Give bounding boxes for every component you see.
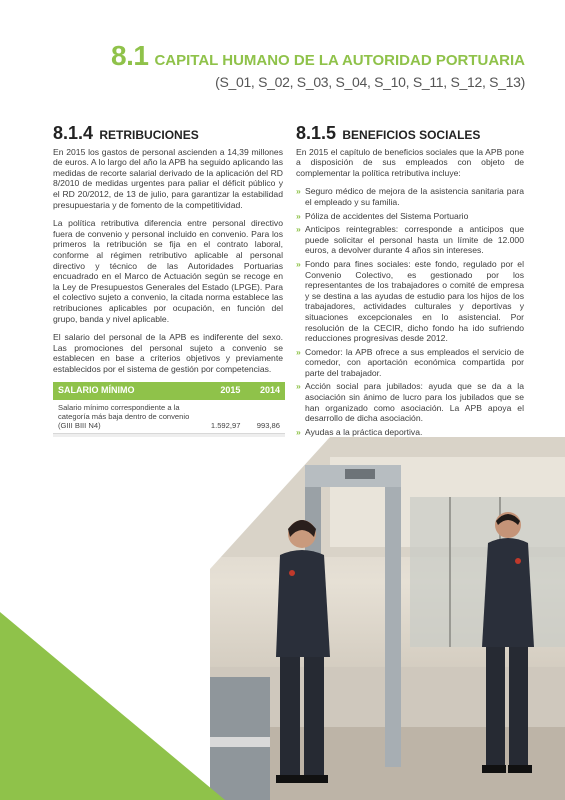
retribuciones-heading [53,123,283,143]
list-item [296,427,524,438]
table-header-row [53,382,285,399]
section-title: BENEFICIOS SOCIALES [342,128,481,142]
section-title: RETRIBUCIONES [99,128,199,142]
bullet-icon: » [296,210,301,221]
list-item [296,186,524,207]
bullet-icon: » [296,224,301,235]
list-item [296,224,524,256]
table-header: 2015 [206,382,246,399]
list-item-text: Seguro médico de mejora de la asistencia sanitaria para el empleado y su familia. [305,186,524,207]
table-header: 2014 [245,382,285,399]
list-item-text: Ayudas a la práctica deportiva. [305,426,423,437]
list-item [296,259,524,344]
table-cell: Salario mínimo interprofesional (mensual) [53,478,206,494]
section-number: 8.1.4 [53,123,94,143]
table-cell: 993,86 [245,400,285,434]
green-corner-shape [0,612,225,800]
list-item-text: Acción social para jubilados: ayuda que se da a la asociación sin ánimo de lucro para los jubilados que se han organizado como asociación. La APB apoya el desarrollo de dicha asociación. [305,381,524,424]
beneficios-column [296,123,524,440]
list-item-text: Comedor: la APB ofrece a sus empleados el servicio de comedor, con aportación económica compartida por parte del trabajador. [305,346,524,378]
bullet-icon: » [296,258,301,269]
bullet-icon: » [296,346,301,357]
benefits-list [296,186,524,437]
page-header [111,40,525,90]
list-item [296,381,524,423]
list-item-text: Póliza de accidentes del Sistema Portuario [305,210,469,221]
table-cell: Salario mínimo correspondiente a la categoría más baja dentro de convenio (GIII BIII N4) [53,400,206,434]
chapter-title: CAPITAL HUMANO DE LA AUTORIDAD PORTUARIA [154,52,525,69]
table-cell: Salario base + complemento de residencia + otros complementos correspondiente a la categoría más baja dentro del convenio (GIII BIII N4) [53,434,206,478]
chapter-codes: (S_01, S_02, S_03, S_04, S_10, S_11, S_12, S_13) [215,74,525,90]
bullet-icon: » [296,426,301,437]
list-item [296,211,524,222]
section-number: 8.1.5 [296,123,337,143]
paragraph: La política retributiva diferencia entre personal directivo fuera de convenio y personal incluido en convenio. Para los primeros la retribución se fija en el contrato laboral, conforme al régimen retributivo aplicable al personal directivo y técnico de las Autoridades Portuarias encuadrado en el Marco de Actuación según se recoge en la Ley de Presupuestos Generales del Estado (LPGE). Para el colectivo sujeto a convenio, la citada norma establece las retribuciones aplicables por ocupación, en función del grupo, banda y nivel aplicable. [53,218,283,324]
paragraph: En 2015 los gastos de personal ascienden a 14,39 millones de euros. A lo largo del año la APB ha seguido aplicando las medidas de recorte salarial derivado de la aplicación del RD 8/2010 de medidas urgentes para paliar el déficit público y el RD 20/2012, de 13 de julio, para garantizar la estabilidad presupuestaria y de fomento de la competitividad. [53,146,283,210]
list-item [296,347,524,379]
table-row [53,400,285,434]
bullet-icon: » [296,381,301,392]
list-item-text: Anticipos reintegrables: corresponde a anticipos que puede solicitar el personal hasta un límite de 12.000 euros, a devolver durante 4 años sin intereses. [305,224,524,256]
list-item-text: Fondo para fines sociales: este fondo, regulado por el Convenio Colectivo, es gestionado por los representantes de los trabajadores o comité de empresa y se destina a las ayudas de estudio para los hijos de los trabajadores, actividades culturales y deportivas y situaciones excepcionales en lo asistencial. Por resolución de la CECIR, dicho fondo ha ido sufriendo reducciones progresivas desde 2012. [305,258,524,344]
paragraph: El salario del personal de la APB es indiferente del sexo. Las promociones del personal sujeto a convenio se establecen en base a criterios objetivos y previamente establecidos por el sistema de gestión por competencias. [53,332,283,374]
table-cell: 1.592,97 [206,400,246,434]
chapter-number: 8.1 [111,40,149,71]
beneficios-heading [296,123,524,143]
bullet-icon: » [296,186,301,197]
intro-paragraph: En 2015 el capítulo de beneficios sociales que la APB pone a disposición de sus empleados con objeto de complementar la política retributiva incluye: [296,146,524,178]
table-header: SALARIO MÍNIMO [53,382,206,399]
